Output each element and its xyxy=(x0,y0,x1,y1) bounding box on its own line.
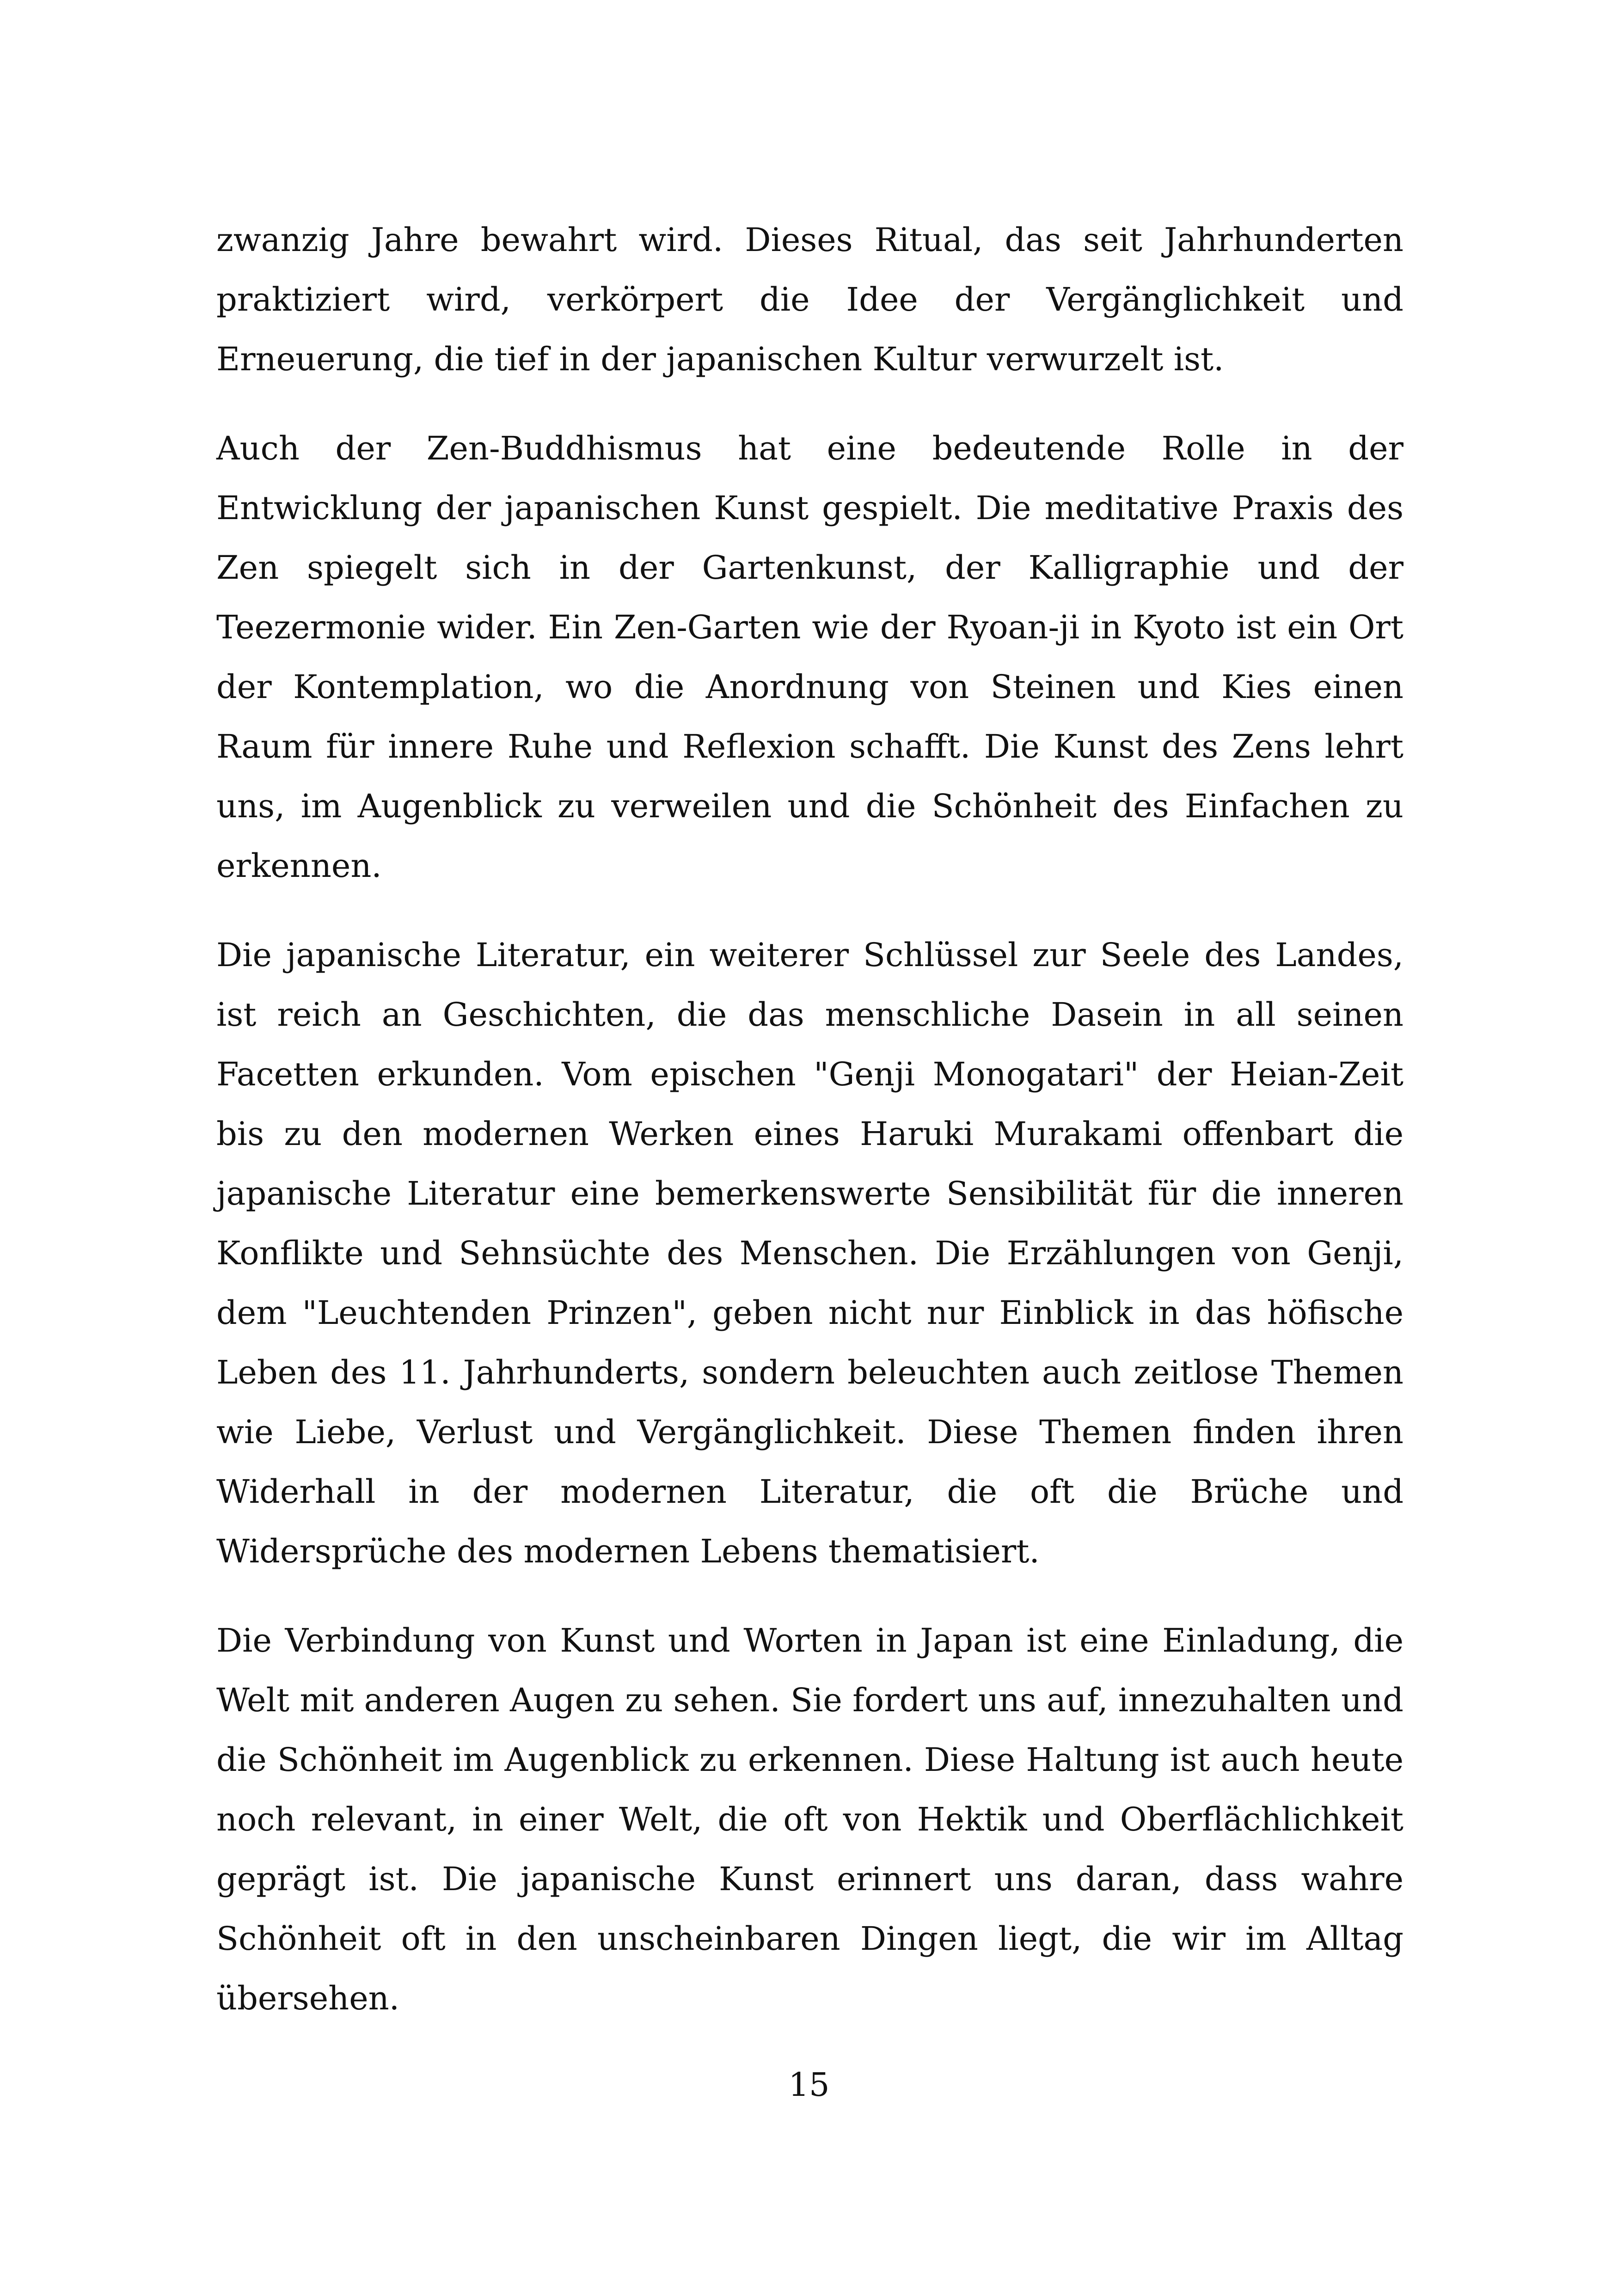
paragraph-zen-buddhism: Auch der Zen-Buddhismus hat eine bedeutende Rolle in der Entwicklung der japanischen Kunst gespielt. Die meditative Praxis des Zen spiegelt sich in der Gartenkunst, der Kalligraphie und der Teezermonie wider. Ein Zen-Garten wie der Ryoan-ji in Kyoto ist ein Ort der Kontemplation, wo die Anordnung von Steinen und Kies einen Raum für innere Ruhe und Reflexion schafft. Die Kunst des Zens lehrt uns, im Augenblick zu verweilen und die Schönheit des Einfachen zu erkennen. xyxy=(216,429,1403,885)
page-number: 15 xyxy=(788,2066,830,2104)
paragraph-art-and-words: Die Verbindung von Kunst und Worten in Japan ist eine Einladung, die Welt mit anderen Augen zu sehen. Sie fordert uns auf, innezuhalten und die Schönheit im Augenblick zu erkennen. Diese Haltung ist auch heute noch relevant, in einer Welt, die oft von Hektik und Oberflächlichkeit geprägt ist. Die japanische Kunst erinnert uns daran, dass wahre Schönheit oft in den unscheinbaren Dingen liegt, die wir im Alltag übersehen. xyxy=(216,1622,1403,2017)
body-text xyxy=(216,210,1403,2028)
paragraph-literature: Die japanische Literatur, ein weiterer Schlüssel zur Seele des Landes, ist reich an Geschichten, die das menschliche Dasein in all seinen Facetten erkunden. Vom epischen "Genji Monogatari" der Heian-Zeit bis zu den modernen Werken eines Haruki Murakami offenbart die japanische Literatur eine bemerkenswerte Sensibilität für die inneren Konflikte und Sehnsüchte des Menschen. Die Erzählungen von Genji, dem "Leuchtenden Prinzen", geben nicht nur Einblick in das höfische Leben des 11. Jahrhunderts, sondern beleuchten auch zeitlose Themen wie Liebe, Verlust und Vergänglichkeit. Diese Themen finden ihren Widerhall in der modernen Literatur, die oft die Brüche und Widersprüche des modernen Lebens thematisiert. xyxy=(216,936,1403,1570)
paragraph-ritual: zwanzig Jahre bewahrt wird. Dieses Ritual, das seit Jahrhunderten praktiziert wird, verkörpert die Idee der Vergänglichkeit und Erneuerung, die tief in der japanischen Kultur verwurzelt ist. xyxy=(216,221,1403,378)
